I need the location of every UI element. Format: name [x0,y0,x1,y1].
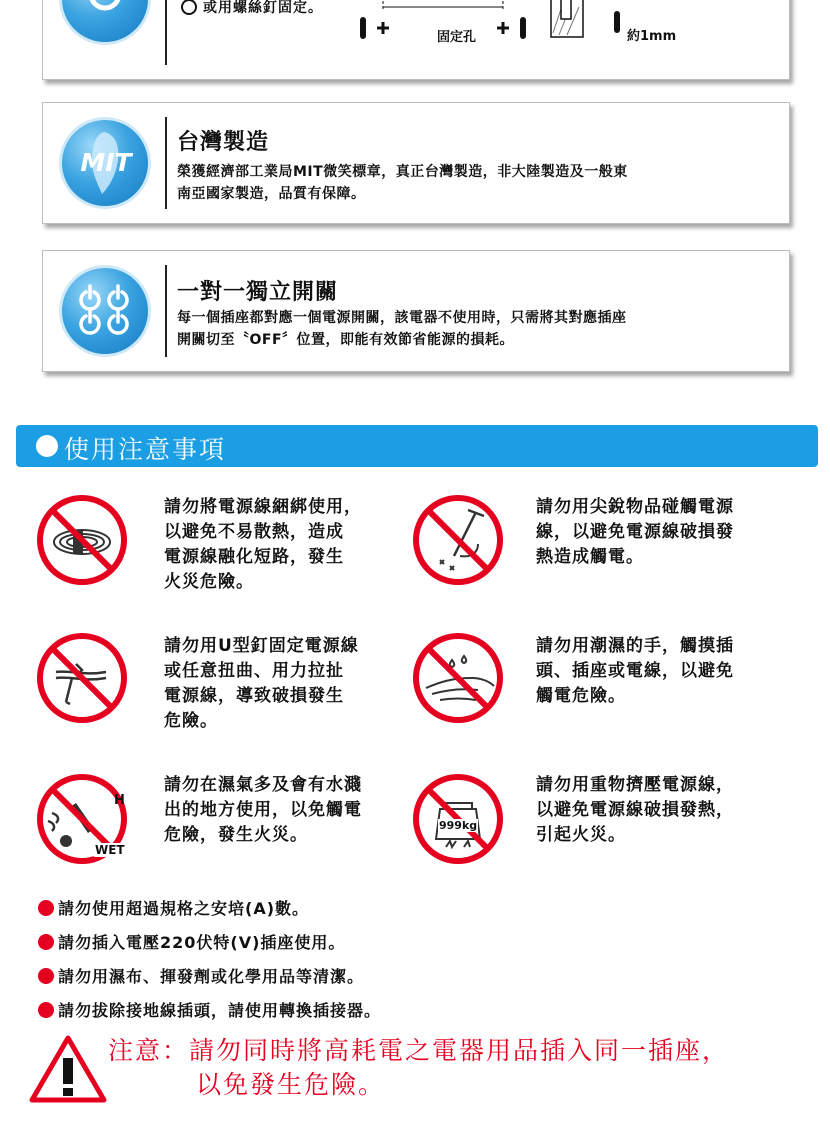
splash-label-h: H [114,793,125,808]
switch-card [42,250,790,372]
depth-marker-icon [611,11,623,41]
warning-triangle-icon [28,1034,108,1104]
bullet-item: 請勿拔除接地線插頭，請使用轉換插接器。 [38,998,381,1021]
water-splash-icon [36,773,128,865]
wet-hand-icon [412,632,504,724]
mit-title: 台灣製造 [177,130,270,155]
sharp-object-icon [412,494,504,586]
red-dot-icon [38,900,54,916]
warning-line1: 注意：請勿同時將高耗電之電器用品插入同一插座， [108,1036,730,1065]
mounting-text: 或用螺絲釘固定。 [203,0,323,16]
red-dot-icon [38,934,54,950]
mit-icon-text: MIT [80,148,132,177]
section-title: 使用注意事項 [64,435,227,464]
hole-label: 固定孔 [437,30,477,45]
mit-desc-line2: 南亞國家製造，品質有保障。 [177,186,366,202]
mit-icon [59,117,151,209]
bullet-item: 請勿使用超過規格之安培(A)數。 [38,896,309,919]
bullet-item: 請勿插入電壓220伏特(V)插座使用。 [38,930,345,953]
weight-label: 999kg [439,819,478,832]
precaution-text-5: 請勿在濕氣多及會有水濺 出的地方使用，以免觸電 危險，發生火災。 [164,775,362,845]
section-dot-icon [36,435,58,457]
precaution-text-1: 請勿將電源線綑綁使用， 以避免不易散熱，造成 電源線融化短路，發生 火災危險。 [164,497,362,592]
splash-label-wet: WET [95,843,125,857]
screw-circle-icon [179,0,199,19]
power-switch-icon [59,265,151,357]
bullet-item: 請勿用濕布、揮發劑或化學用品等清潔。 [38,964,364,987]
section-header [16,425,818,467]
mounting-icon [59,0,151,45]
heavy-weight-icon [412,773,504,865]
precaution-text-2: 請勿用尖銳物品碰觸電源 線，以避免電源線破損發 熱造成觸電。 [536,497,734,567]
mit-card [42,102,790,224]
switch-desc-line1: 每一個插座都對應一個電源開關，該電器不使用時，只需將其對應插座 [177,310,627,326]
screw-wall-icon [549,0,589,39]
mit-desc-line1: 榮獲經濟部工業局MIT微笑標章，真正台灣製造，非大陸製造及一般東 [177,164,628,180]
switch-desc-line2: 開關切至〝OFF〞位置，即能有效節省能源的損耗。 [177,332,515,348]
switch-title: 一對一獨立開關 [177,280,339,305]
depth-label: 約1mm [627,29,677,44]
coiled-cord-icon [36,494,128,586]
precaution-text-6: 請勿用重物擠壓電源線， 以避免電源線破損發熱， 引起火災。 [536,775,734,845]
red-dot-icon [38,1002,54,1018]
precaution-text-4: 請勿用潮濕的手，觸摸插 頭、插座或電線，以避免 觸電危險。 [536,636,734,706]
warning-line2: 以免發生危險。 [196,1070,386,1099]
mounting-card [42,0,790,80]
u-nail-icon [36,632,128,724]
precaution-text-3: 請勿用U型釘固定電源線 或任意扭曲、用力拉扯 電源線，導致破損發生 危險。 [164,636,359,731]
red-dot-icon [38,968,54,984]
